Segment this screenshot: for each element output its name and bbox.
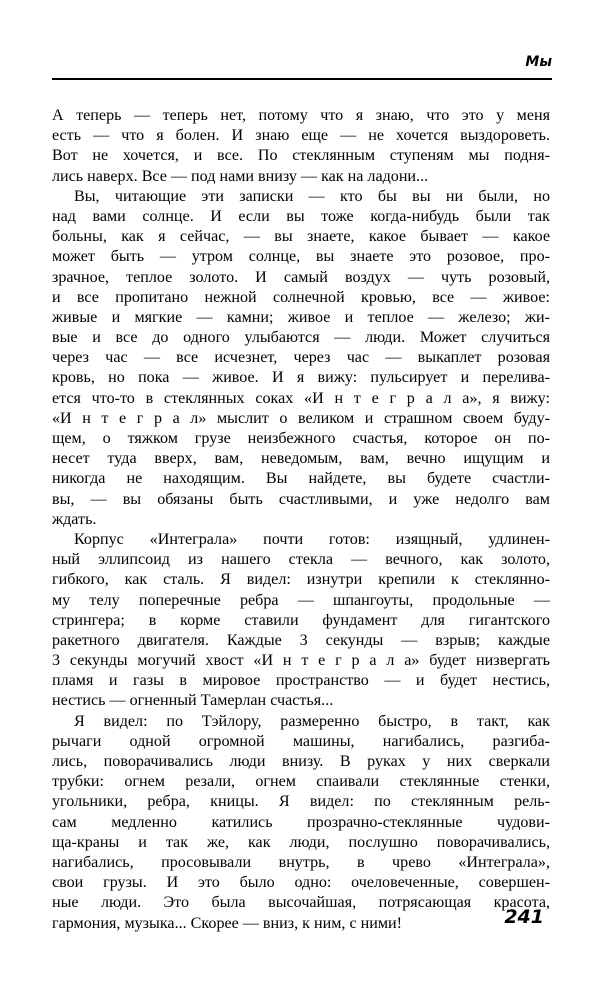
text-line: 3 секунды могучий хвост «И н т е г р а л а» будет низвергать xyxy=(52,652,550,670)
text-line: му телу поперечные ребра — шпангоуты, продольные — xyxy=(52,591,550,609)
text-line: Вы, читающие эти записки — кто бы вы ни были, но xyxy=(74,187,550,205)
text-line: больны, как я сейчас, — вы знаете, какое бывает — какое xyxy=(52,228,550,246)
text-line: гармония, музыка... Скорее — вниз, к ним, с ними! xyxy=(52,914,402,932)
text-line: нестись — огненный Тамерлан счастья... xyxy=(52,692,334,710)
text-line: пламя и газы в мировое пространство — и будет нестись, xyxy=(52,672,550,690)
text-line: Я видел: по Тэйлору, размеренно быстро, в такт, как xyxy=(74,712,550,730)
text-line: зрачное, теплое золото. И самый воздух — чуть розовый, xyxy=(52,268,550,286)
page-number: 241 xyxy=(504,906,544,928)
text-line: угольники, ребра, кницы. Я видел: по стеклянным рель- xyxy=(52,793,550,811)
text-line: А теперь — теперь нет, потому что я знаю, что это у меня xyxy=(52,107,550,124)
text-line: через час — все исчезнет, через час — выкаплет розовая xyxy=(52,349,550,367)
running-header xyxy=(52,52,552,80)
text-line: «И н т е г р а л» мыслит о великом и страшном своем буду- xyxy=(52,409,550,427)
text-line: нагибались, просовывали внутрь, в чрево «Интеграла», xyxy=(52,853,550,871)
paragraph xyxy=(52,712,550,934)
text-line: Корпус «Интеграла» почти готов: изящный, удлинен- xyxy=(74,530,550,548)
text-line: несет туда вверх, вам, неведомым, вам, вечно ищущим и xyxy=(52,450,550,468)
paragraph xyxy=(52,106,550,187)
text-line: рычаги одной огромной машины, нагибались, разгиба- xyxy=(52,732,550,750)
text-line: ракетного двигателя. Каждые 3 секунды — взрыв; каждые xyxy=(52,631,550,649)
paragraph xyxy=(52,530,550,712)
text-line: стрингера; в корме ставили фундамент для гигантского xyxy=(52,611,550,629)
text-line: кровь, но пока — живое. И я вижу: пульсирует и перелива- xyxy=(52,369,550,387)
text-line: ется что-то в стеклянных соках «И н т е г р а л а», я вижу: xyxy=(52,389,550,407)
text-line: ща-краны и так же, как люди, послушно поворачивались, xyxy=(52,833,550,851)
text-line: Вот не хочется, и все. По стеклянным ступеням мы подня- xyxy=(52,147,550,165)
text-line: над вами солнце. И если вы тоже когда-нибудь были так xyxy=(52,207,550,225)
text-line: ный эллипсоид из нашего стекла — вечного, как золото, xyxy=(52,551,550,569)
text-line: лись наверх. Все — под нами внизу — как на ладони... xyxy=(52,167,429,185)
text-line: сам медленно катились прозрачно-стеклянные чудови- xyxy=(52,813,550,831)
text-line: ные люди. Это была высочайшая, потрясающая красота, xyxy=(52,894,550,912)
text-line: вые и все до одного улыбаются — люди. Может случиться xyxy=(52,329,550,347)
text-line: никогда не находящим. Вы найдете, вы будете счастли- xyxy=(52,470,550,488)
text-line: живые и мягкие — камни; живое и теплое — железо; жи- xyxy=(52,308,550,326)
text-line: свои грузы. И это было одно: очеловеченные, совершен- xyxy=(52,874,550,892)
text-line: щем, о тяжком грузе неизбежного счастья, которое он по- xyxy=(52,430,550,447)
paragraph xyxy=(52,187,550,530)
text-line: лись, поворачивались люди внизу. В руках у них сверкали xyxy=(52,753,550,770)
text-line: есть — что я болен. И знаю еще — не хочется выздороветь. xyxy=(52,127,550,145)
text-line: гибкого, как сталь. Я видел: изнутри крепили к стеклянно- xyxy=(52,571,550,589)
text-line: и все пропитано нежной солнечной кровью, все — живое: xyxy=(52,288,550,306)
text-line: может быть — утром солнце, вы знаете это розовое, про- xyxy=(52,248,550,266)
text-line: трубки: огнем резали, огнем спаивали стеклянные стенки, xyxy=(52,773,550,791)
text-line: ждать. xyxy=(52,510,97,528)
text-line: вы, — вы обязаны быть счастливыми, и уже недолго вам xyxy=(52,490,550,508)
body-text xyxy=(52,106,550,934)
running-title: Мы xyxy=(525,54,552,70)
